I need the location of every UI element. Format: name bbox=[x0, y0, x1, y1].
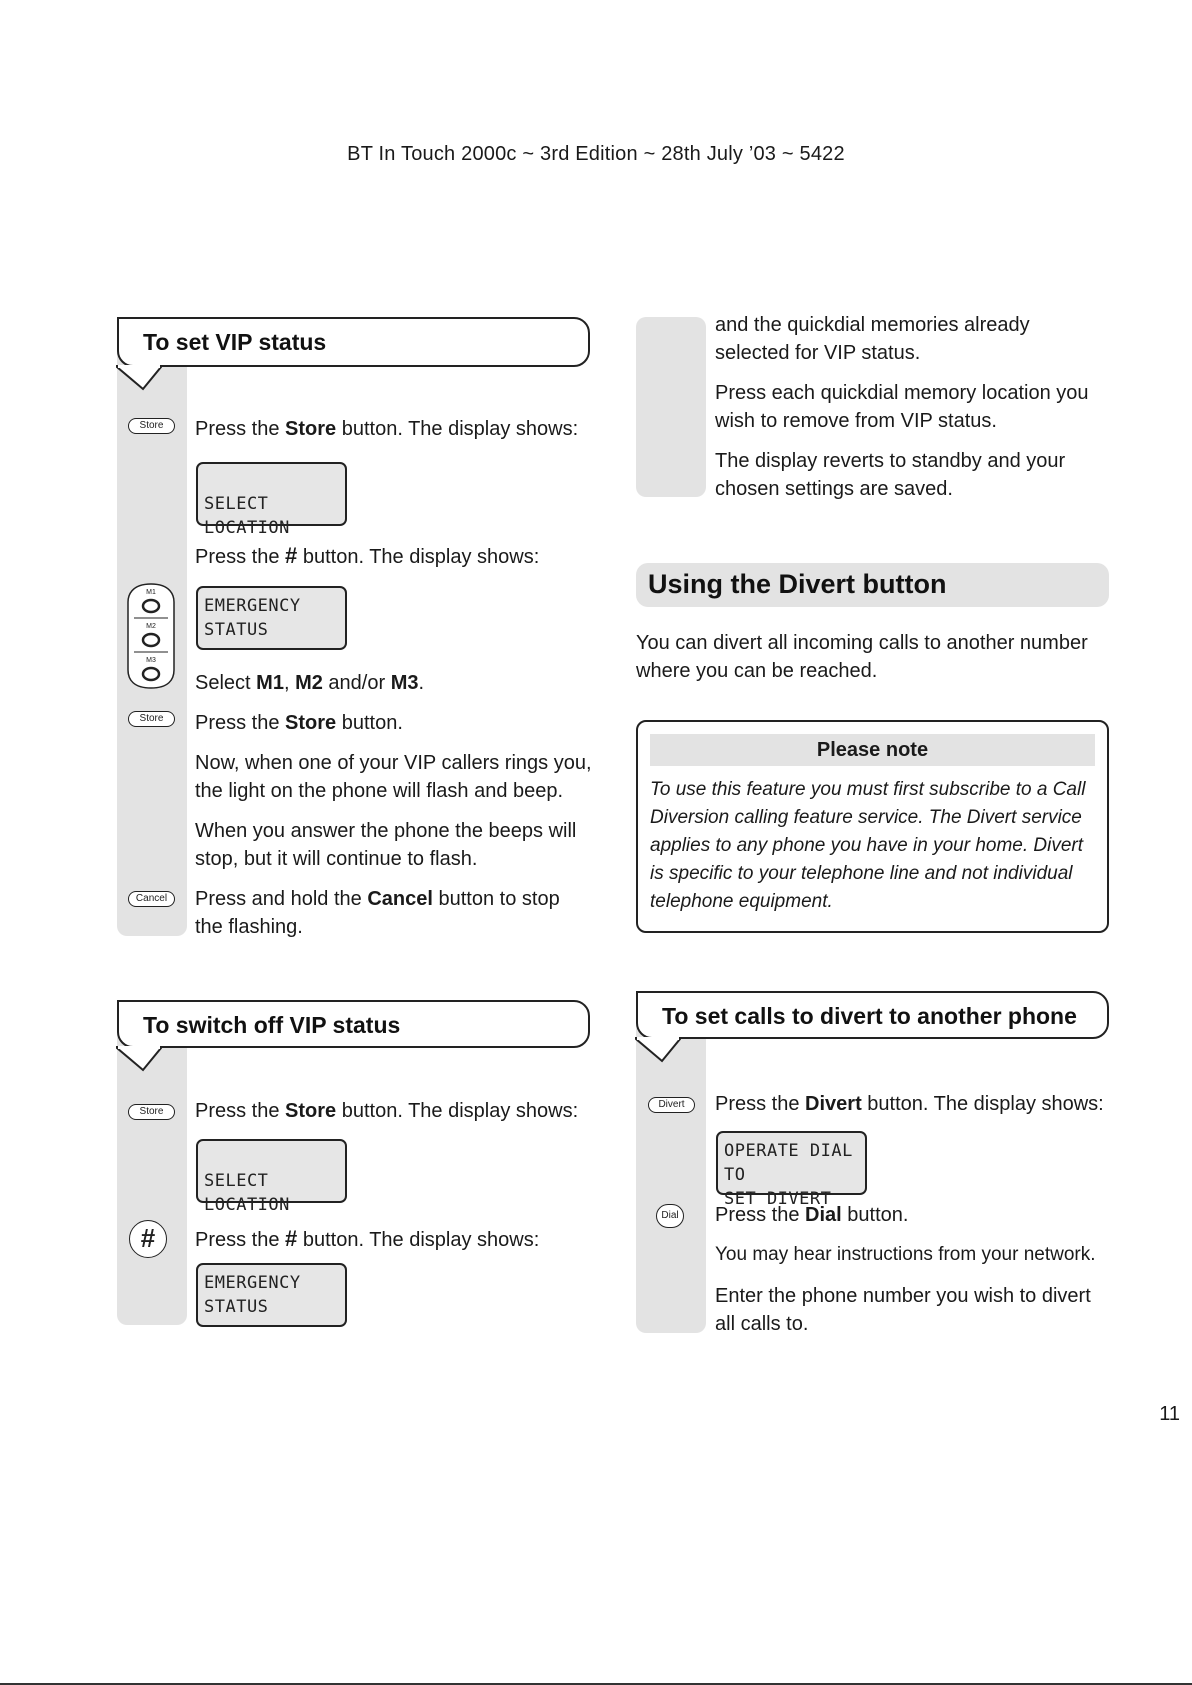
vip-off-step2: Press the # button. The display shows: bbox=[195, 1226, 540, 1251]
memory-keys-icon bbox=[126, 582, 176, 690]
lcd-display: EMERGENCY STATUS bbox=[196, 586, 347, 650]
vip-off-step1: Press the Store button. The display shows: bbox=[195, 1100, 579, 1122]
memory-label-m2: M2 bbox=[146, 623, 156, 630]
memory-label-m1: M1 bbox=[146, 589, 156, 596]
vip-on-step2: Press the # button. The display shows: bbox=[195, 543, 540, 568]
cancel-key-icon: Cancel bbox=[128, 891, 175, 907]
dial-key-icon: Dial bbox=[656, 1204, 684, 1228]
continued-para3: The display reverts to standby and your chosen settings are saved. bbox=[715, 450, 1066, 500]
divert-set-step2: Press the Dial button. bbox=[715, 1204, 909, 1226]
page-header: BT In Touch 2000c ~ 3rd Edition ~ 28th July ’03 ~ 5422 bbox=[347, 143, 845, 165]
divert-set-title-pointer bbox=[634, 1037, 682, 1063]
lcd-display: OPERATE DIAL TO SET DIVERT bbox=[716, 1131, 867, 1195]
store-key-icon: Store bbox=[128, 1104, 175, 1120]
vip-on-step5: Press and hold the Cancel button to stop the flashing. bbox=[195, 888, 560, 938]
divert-set-step1: Press the Divert button. The display shows: bbox=[715, 1093, 1104, 1115]
hash-key-icon: # bbox=[129, 1220, 167, 1258]
continued-para1: and the quickdial memories already selected for VIP status. bbox=[715, 314, 1030, 364]
lcd-display: SELECT LOCATION bbox=[196, 462, 347, 526]
vip-on-step4: Press the Store button. bbox=[195, 712, 403, 734]
vip-on-para2: When you answer the phone the beeps will stop, but it will continue to flash. bbox=[195, 820, 577, 870]
store-key-icon: Store bbox=[128, 711, 175, 727]
divert-key-icon: Divert bbox=[648, 1097, 695, 1113]
vip-on-title-box bbox=[117, 317, 590, 367]
vip-off-title: To switch off VIP status bbox=[143, 1012, 401, 1038]
vip-on-para1: Now, when one of your VIP callers rings you, the light on the phone will flash and beep. bbox=[195, 752, 592, 802]
divert-set-para1: You may hear instructions from your network. bbox=[715, 1244, 1096, 1265]
divert-set-title-box bbox=[636, 991, 1109, 1039]
vip-off-title-pointer bbox=[115, 1046, 163, 1072]
vip-on-title-pointer bbox=[115, 365, 163, 391]
divert-heading: Using the Divert button bbox=[648, 569, 947, 599]
divert-set-title: To set calls to divert to another phone bbox=[662, 1003, 1077, 1029]
please-note-body: To use this feature you must first subscribe to a Call Diversion calling feature service. The Divert service applies to any phone you have in your home. Divert is specific to your telephone line and not individual telephone equipment. bbox=[650, 779, 1086, 912]
vip-on-step3: Select M1, M2 and/or M3. bbox=[195, 672, 425, 694]
store-key-icon: Store bbox=[128, 418, 175, 434]
vip-off-title-box bbox=[117, 1000, 590, 1048]
continued-gutter bbox=[636, 317, 706, 497]
please-note-title: Please note bbox=[650, 734, 1095, 766]
divert-intro: You can divert all incoming calls to another number where you can be reached. bbox=[636, 632, 1088, 682]
divert-set-para2: Enter the phone number you wish to divert all calls to. bbox=[715, 1285, 1091, 1335]
memory-label-m3: M3 bbox=[146, 657, 156, 664]
vip-on-step1: Press the Store button. The display shows: bbox=[195, 418, 579, 440]
lcd-display: EMERGENCY STATUS bbox=[196, 1263, 347, 1327]
lcd-display: SELECT LOCATION bbox=[196, 1139, 347, 1203]
vip-on-title: To set VIP status bbox=[143, 329, 327, 355]
page-number: 11 bbox=[1159, 1403, 1180, 1425]
continued-para2: Press each quickdial memory location you wish to remove from VIP status. bbox=[715, 382, 1089, 432]
